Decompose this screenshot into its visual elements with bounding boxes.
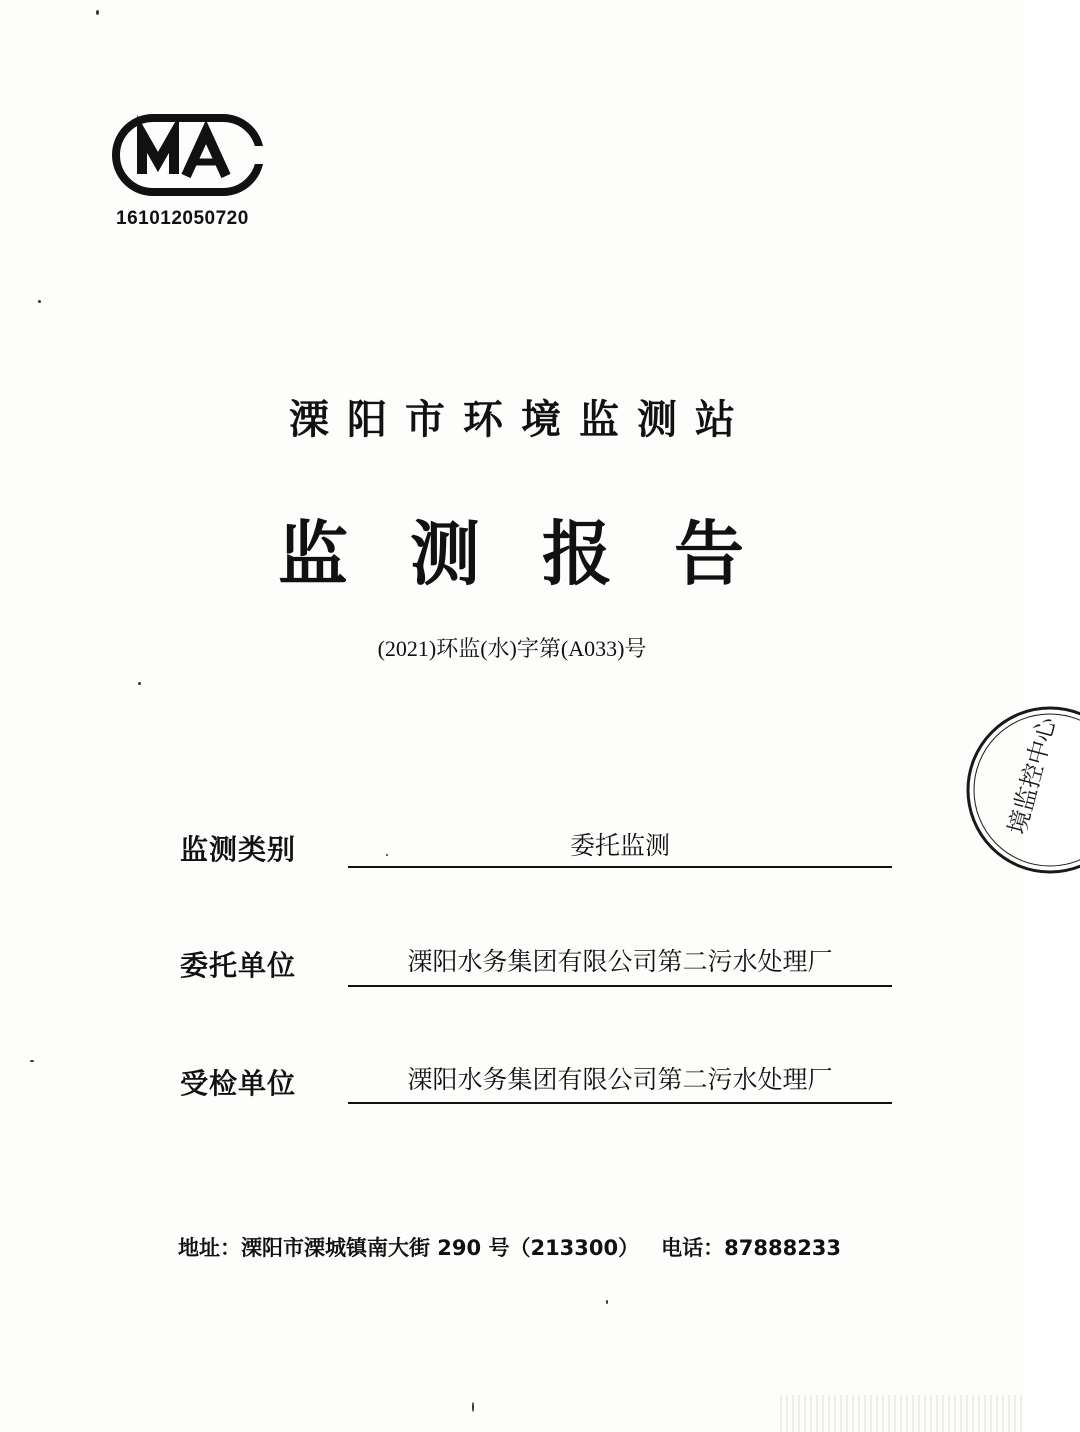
client-unit-underline — [348, 985, 892, 987]
footer-phone: 电话：87888233 — [661, 1236, 842, 1260]
client-unit-value: 溧阳水务集团有限公司第二污水处理厂 — [407, 947, 833, 976]
organization-name: 溧阳市环境监测站 — [289, 396, 753, 443]
scan-speck — [386, 854, 388, 856]
report-title: 监测报告 — [278, 512, 806, 595]
monitoring-category-underline — [348, 866, 892, 868]
official-stamp — [960, 700, 1080, 880]
scan-speck — [606, 1300, 608, 1304]
monitoring-category-label: 监测类别 — [180, 833, 297, 866]
scan-speck — [472, 1402, 474, 1412]
cma-certificate-number: 161012050720 — [116, 208, 249, 229]
footer-address: 地址：溧阳市溧城镇南大街 290 号（213300） — [178, 1236, 640, 1260]
client-unit-label: 委托单位 — [180, 949, 297, 982]
inspected-unit-underline — [348, 1102, 892, 1104]
stamp-text: 境监控中心 — [1003, 714, 1062, 838]
cma-certification-logo — [112, 112, 264, 198]
scan-speck — [30, 1060, 34, 1062]
monitoring-category-value: 委托监测 — [569, 831, 670, 860]
scan-noise — [780, 1395, 1024, 1432]
footer-contact — [178, 1232, 841, 1262]
scan-speck — [38, 300, 41, 303]
inspected-unit-value: 溧阳水务集团有限公司第二污水处理厂 — [407, 1065, 833, 1094]
report-number: (2021)环监(水)字第(A033)号 — [377, 636, 647, 661]
inspected-unit-label: 受检单位 — [180, 1067, 297, 1100]
scan-speck — [96, 10, 99, 15]
scan-speck — [138, 682, 141, 685]
